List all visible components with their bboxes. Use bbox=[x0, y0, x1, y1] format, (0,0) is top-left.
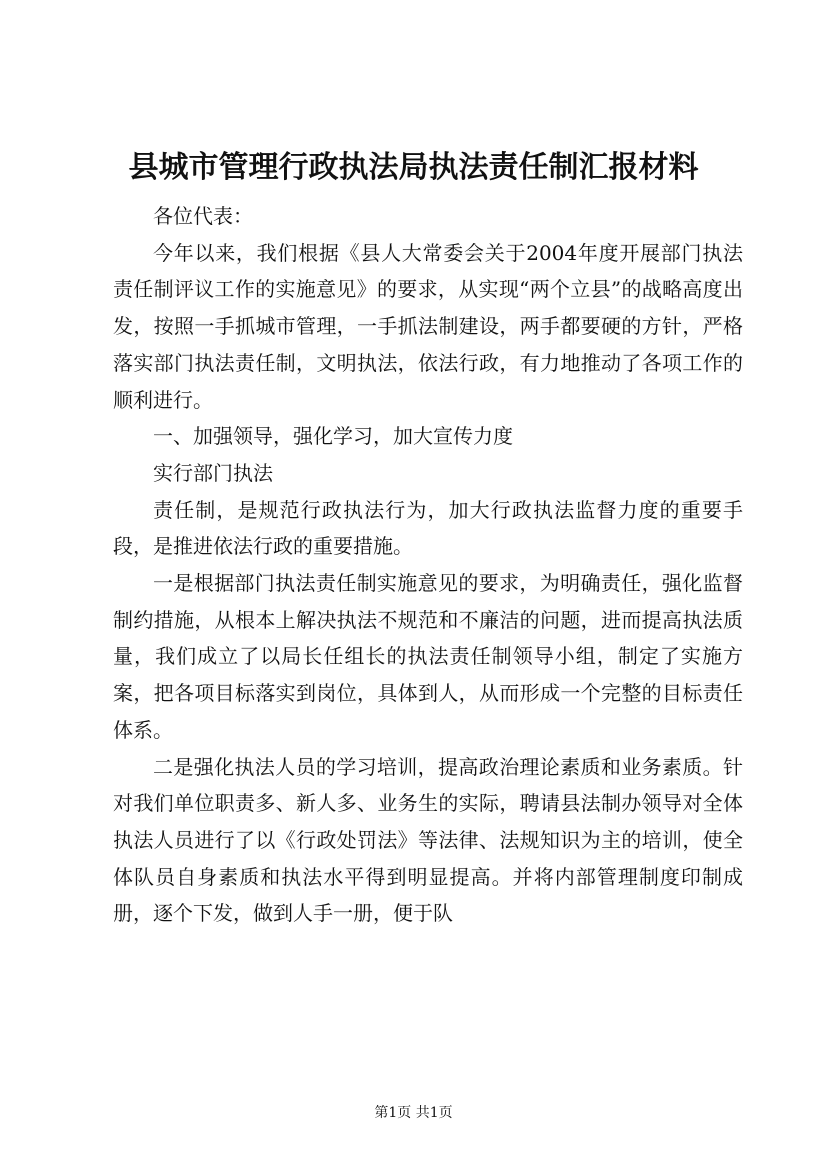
document-title: 县城市管理行政执法局执法责任制汇报材料 bbox=[128, 150, 699, 185]
body-paragraph: 二是强化执法人员的学习培训，提高政治理论素质和业务素质。针对我们单位职责多、新人多、业务生的实际，聘请县法制办领导对全体执法人员进行了以《行政处罚法》等法律、法规知识为主的培训，使全体队员自身素质和执法水平得到明显提高。并将内部管理制度印制成册，逐个下发，做到人手一册，便于队 bbox=[113, 754, 743, 926]
salutation-paragraph: 各位代表： bbox=[153, 204, 253, 228]
document-body bbox=[113, 198, 743, 932]
body-paragraph: 一是根据部门执法责任制实施意见的要求，为明确责任，强化监督制约措施，从根本上解决执法不规范和不廉洁的问题，进而提高执法质量，我们成立了以局长任组长的执法责任制领导小组，制定了实施方案，把各项目标落实到岗位，具体到人，从而形成一个完整的目标责任体系。 bbox=[113, 571, 743, 742]
body-paragraph: 实行部门执法 bbox=[153, 460, 273, 485]
page-footer: 第1页 共1页 bbox=[374, 1105, 453, 1121]
intro-paragraph: 今年以来，我们根据《县人大常委会关于2004年度开展部门执法责任制评议工作的实施意见》的要求，从实现“两个立县”的战略高度出发，按照一手抓城市管理，一手抓法制建设，两手都要硬的方针，严格落实部门执法责任制，文明执法，依法行政，有力地推动了各项工作的顺利进行。 bbox=[113, 240, 743, 412]
section-heading-1: 一、加强领导，强化学习，加大宣传力度 bbox=[153, 424, 513, 449]
body-paragraph: 责任制，是规范行政执法行为，加大行政执法监督力度的重要手段，是推进依法行政的重要措施。 bbox=[113, 497, 743, 559]
